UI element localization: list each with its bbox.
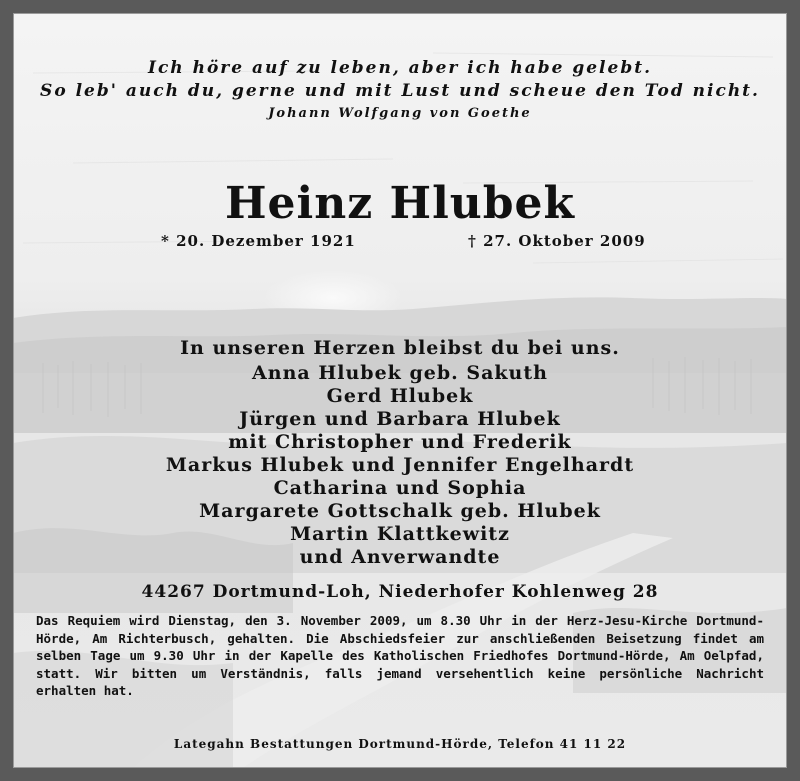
mourner-name: Anna Hlubek geb. Sakuth: [252, 362, 548, 384]
mourner-name: Catharina und Sophia: [273, 477, 527, 499]
mourners-heading: In unseren Herzen bleibst du bei uns.: [180, 337, 620, 359]
mourner-name: und Anverwandte: [299, 546, 501, 568]
mourner-name: Martin Klattkewitz: [290, 523, 510, 545]
mourner-name: Margarete Gottschalk geb. Hlubek: [199, 500, 601, 522]
family-address: 44267 Dortmund-Loh, Niederhofer Kohlenweg 28: [141, 582, 659, 602]
deceased-name: Heinz Hlubek: [224, 178, 576, 229]
quote-line-1: Ich höre auf zu leben, aber ich habe gelebt.: [148, 58, 652, 78]
birth-date: * 20. Dezember 1921: [161, 232, 356, 250]
quote-author: Johann Wolfgang von Goethe: [268, 106, 532, 121]
quote-line-2: So leb' auch du, gerne und mit Lust und scheue den Tod nicht.: [40, 81, 760, 101]
funeral-home-contact: Lategahn Bestattungen Dortmund-Hörde, Telefon 41 11 22: [173, 737, 627, 751]
mourner-name: Jürgen und Barbara Hlubek: [239, 408, 561, 430]
mourner-name: Markus Hlubek und Jennifer Engelhardt: [165, 454, 635, 476]
mourner-name: mit Christopher und Frederik: [228, 431, 572, 453]
mourner-name: Gerd Hlubek: [326, 385, 474, 407]
death-date: † 27. Oktober 2009: [468, 232, 646, 250]
requiem-details: Das Requiem wird Dienstag, den 3. November 2009, um 8.30 Uhr in der Herz-Jesu-Kirche Dortmund-Hörde, Am Richterbusch, gehalten. Die Abschiedsfeier zur anschließenden Beisetzung findet am selben Tage um 9.30 Uhr in der Kapelle des Katholischen Friedhofes Dortmund-Hörde, Am Oelpfad, statt. Wir bitten um Verständnis, falls jemand versehentlich keine persönliche Nachricht erhalten hat.: [36, 613, 764, 699]
notice-text: [13, 13, 787, 768]
